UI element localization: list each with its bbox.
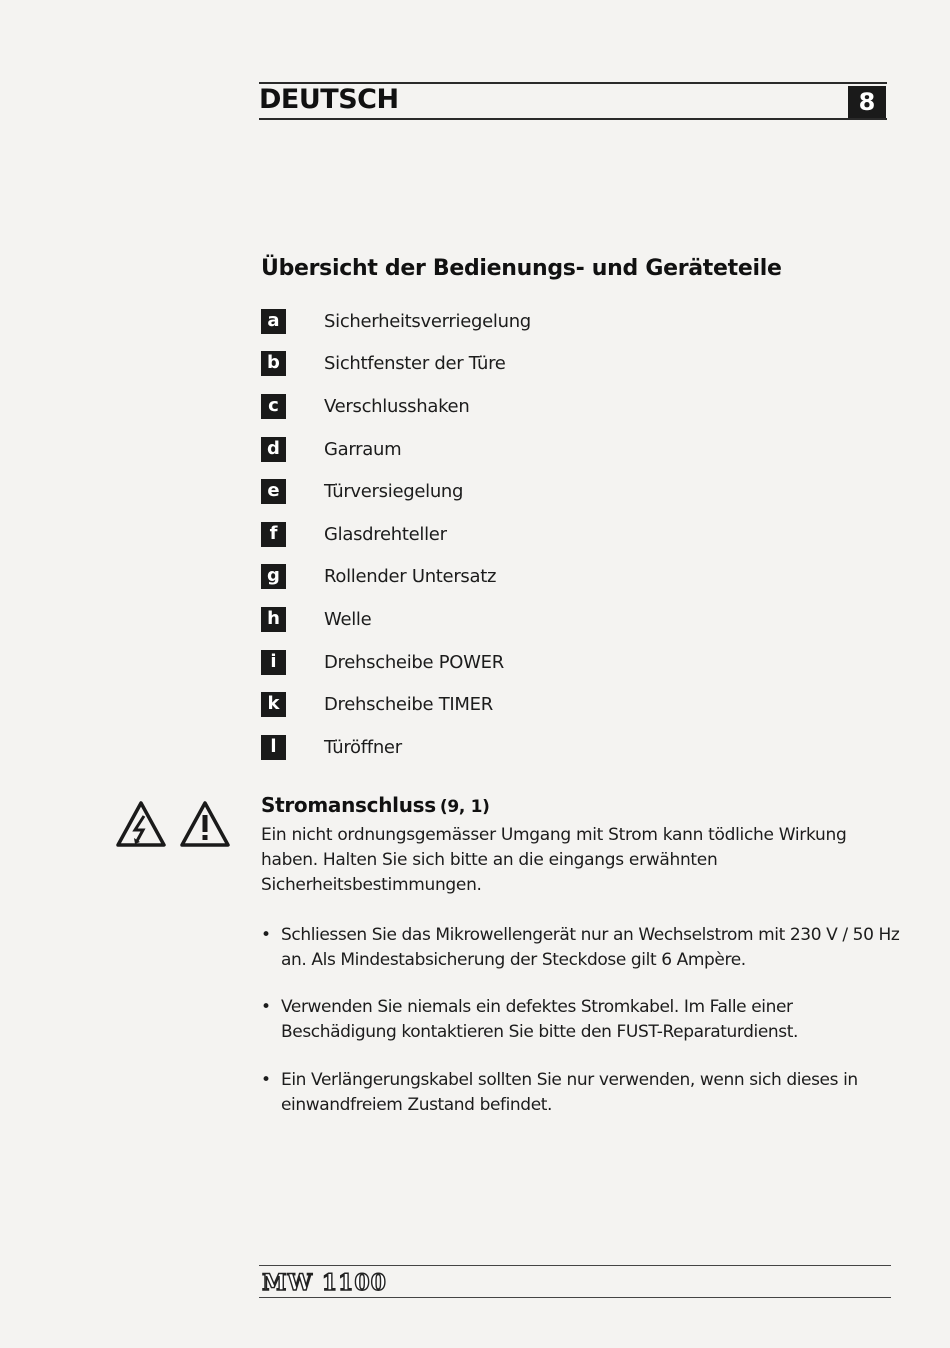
item-letter: k bbox=[261, 692, 286, 717]
bullet-text: Ein Verlängerungskabel sollten Sie nur verwenden, wenn sich dieses in einwandfreiem Zustand befindet. bbox=[281, 1070, 858, 1115]
power-intro-text: Ein nicht ordnungsgemässer Umgang mit Strom kann tödliche Wirkung haben. Halten Sie sich bitte an die eingangs erwähnten Sicherheitsbestimmungen. bbox=[261, 825, 847, 895]
list-item bbox=[261, 300, 531, 343]
item-label: Türöffner bbox=[324, 736, 402, 758]
bullet-text: Verwenden Sie niemals ein defektes Stromkabel. Im Falle einer Beschädigung kontaktieren Sie bitte den FUST-Reparaturdienst. bbox=[281, 997, 799, 1042]
list-item bbox=[261, 470, 531, 513]
item-letter: d bbox=[261, 437, 286, 462]
footer-rule-bottom bbox=[259, 1297, 891, 1298]
bullet-item bbox=[261, 995, 901, 1045]
item-label: Glasdrehteller bbox=[324, 523, 447, 545]
list-item bbox=[261, 556, 531, 599]
overview-title: Übersicht der Bedienungs- und Geräteteile bbox=[261, 256, 782, 281]
model-logo: MW 1100 bbox=[262, 1270, 387, 1296]
bullet-text: Schliessen Sie das Mikrowellengerät nur an Wechselstrom mit 230 V / 50 Hz an. Als Mindestabsicherung der Steckdose gilt 6 Ampère. bbox=[281, 925, 900, 970]
page-number-badge: 8 bbox=[848, 86, 886, 118]
item-label: Sichtfenster der Türe bbox=[324, 353, 506, 375]
general-warning-icon bbox=[179, 800, 231, 848]
item-label: Verschlusshaken bbox=[324, 395, 470, 417]
bullet-dot: • bbox=[261, 1070, 271, 1090]
power-figure-reference: (9, 1) bbox=[439, 797, 490, 817]
item-letter: c bbox=[261, 394, 286, 419]
warning-icons bbox=[115, 800, 231, 848]
item-letter: a bbox=[261, 309, 286, 334]
header-rule-bottom bbox=[259, 118, 887, 120]
item-label: Rollender Untersatz bbox=[324, 566, 497, 588]
parts-list bbox=[261, 300, 531, 769]
power-section-title bbox=[261, 793, 490, 817]
language-title: DEUTSCH bbox=[259, 84, 399, 115]
item-letter: b bbox=[261, 351, 286, 376]
item-letter: h bbox=[261, 607, 286, 632]
list-item bbox=[261, 641, 531, 684]
bullet-dot: • bbox=[261, 925, 271, 945]
item-letter: f bbox=[261, 522, 286, 547]
bullet-item bbox=[261, 1068, 901, 1118]
bullet-item bbox=[261, 923, 901, 973]
list-item bbox=[261, 428, 531, 471]
item-letter: e bbox=[261, 479, 286, 504]
item-label: Garraum bbox=[324, 438, 402, 460]
item-letter: l bbox=[261, 735, 286, 760]
item-label: Türversiegelung bbox=[324, 481, 464, 503]
item-label: Welle bbox=[324, 608, 372, 630]
item-letter: g bbox=[261, 564, 286, 589]
list-item bbox=[261, 385, 531, 428]
item-letter: i bbox=[261, 650, 286, 675]
power-title-text: Stromanschluss bbox=[261, 793, 436, 817]
list-item bbox=[261, 683, 531, 726]
list-item bbox=[261, 513, 531, 556]
list-item bbox=[261, 726, 531, 769]
item-label: Drehscheibe POWER bbox=[324, 651, 504, 673]
footer-rule-top bbox=[259, 1265, 891, 1266]
electric-shock-warning-icon bbox=[115, 800, 167, 848]
item-label: Sicherheitsverriegelung bbox=[324, 310, 531, 332]
bullet-dot: • bbox=[261, 997, 271, 1017]
list-item bbox=[261, 343, 531, 386]
item-label: Drehscheibe TIMER bbox=[324, 694, 493, 716]
list-item bbox=[261, 598, 531, 641]
